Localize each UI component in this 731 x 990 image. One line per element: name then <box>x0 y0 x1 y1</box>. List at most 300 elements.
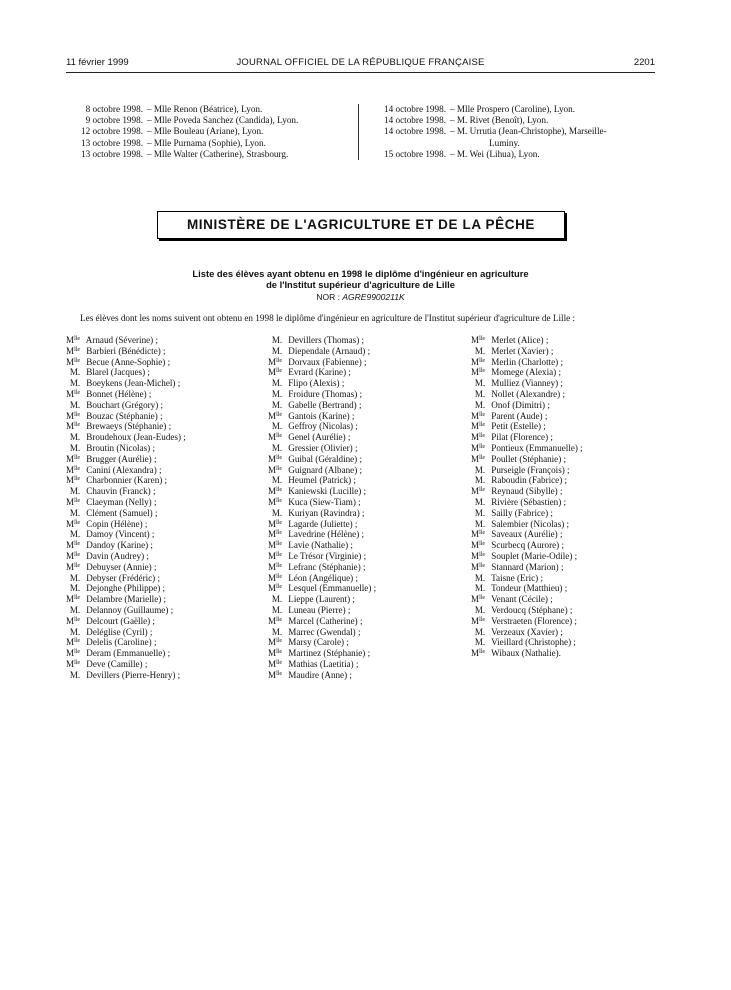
student-name: Lavedrine (Hélène) ; <box>288 529 365 540</box>
civility-title: M. <box>474 604 486 615</box>
civility-title: M. <box>474 518 486 529</box>
list-item <box>471 508 661 519</box>
civility-title: $M^{lle}$ <box>66 475 81 486</box>
student-name: Froidure (Thomas) ; <box>288 388 363 399</box>
list-item <box>471 540 661 551</box>
student-name: Rivière (Sébastien) ; <box>491 496 567 507</box>
list-item <box>268 605 458 616</box>
top-right-entries <box>366 104 658 160</box>
list-item <box>268 648 458 659</box>
student-name: Guibal (Géraldine) ; <box>288 453 363 464</box>
student-name: Mulliez (Vianney) ; <box>491 378 563 389</box>
list-item <box>471 465 661 476</box>
column-divider <box>358 104 359 160</box>
student-name: Gantois (Karine) ; <box>288 410 355 421</box>
civility-title: M. <box>271 594 283 605</box>
list-item <box>66 594 256 605</box>
student-name: Taisne (Eric) ; <box>491 572 543 583</box>
civility-title: $M^{lle}$ <box>268 561 283 572</box>
student-name: Lieppe (Laurent) ; <box>288 594 355 605</box>
list-item <box>268 497 458 508</box>
list-item <box>471 411 661 422</box>
student-name: Verdoucq (Stéphane) ; <box>491 604 573 615</box>
student-name: Lagarde (Juliette) ; <box>288 518 358 529</box>
student-name: Parent (Aude) ; <box>491 410 548 421</box>
entry-date: 13 octobre 1998. <box>80 137 143 148</box>
student-name: Deram (Emmanuelle) ; <box>86 648 171 659</box>
student-name: Venant (Cécile) ; <box>491 594 553 605</box>
civility-title: M. <box>69 486 81 497</box>
civility-title: M. <box>69 378 81 389</box>
list-item <box>471 346 661 357</box>
civility-title: $M^{lle}$ <box>66 540 81 551</box>
student-name: Kuriyan (Ravindra) ; <box>288 507 365 518</box>
student-name: Dorvaux (Fabienne) ; <box>288 356 367 367</box>
civility-title: $M^{lle}$ <box>268 410 283 421</box>
list-item <box>268 367 458 378</box>
list-item <box>66 421 256 432</box>
list-item <box>268 346 458 357</box>
civility-title: $M^{lle}$ <box>471 367 486 378</box>
civility-title: $M^{lle}$ <box>268 540 283 551</box>
student-name: Copin (Hélène) ; <box>86 518 148 529</box>
civility-title: $M^{lle}$ <box>471 615 486 626</box>
civility-title: $M^{lle}$ <box>471 486 486 497</box>
list-item <box>66 497 256 508</box>
list-item <box>268 389 458 400</box>
student-name: Deléglise (Cyril) ; <box>86 626 153 637</box>
intro-paragraph: Les élèves dont les noms suivent ont obtenu en 1998 le diplôme d'ingénieur en agriculture de l'Institut supérieur d'agriculture de Lille : <box>80 313 576 323</box>
student-name: Purseigle (François) ; <box>491 464 570 475</box>
entry-text: – Mlle Renon (Béatrice), Lyon. <box>147 104 263 114</box>
decree-title <box>66 268 655 290</box>
student-name: Bonnet (Hélène) ; <box>86 388 152 399</box>
ministry-heading: MINISTÈRE DE L'AGRICULTURE ET DE LA PÊCHE <box>157 211 565 239</box>
student-name: Geffroy (Nicolas) ; <box>288 421 358 432</box>
student-name: Davin (Audrey) ; <box>86 550 149 561</box>
civility-title: $M^{lle}$ <box>66 615 81 626</box>
list-item <box>471 443 661 454</box>
student-name: Becue (Anne-Sophie) ; <box>86 356 171 367</box>
list-item <box>66 562 256 573</box>
list-item <box>268 486 458 497</box>
list-item <box>66 400 256 411</box>
student-name: Damoy (Vincent) ; <box>86 529 155 540</box>
student-name: Merlet (Alice) ; <box>491 335 549 345</box>
student-name: Verstraeten (Florence) ; <box>491 615 577 626</box>
list-item <box>268 378 458 389</box>
list-item <box>268 529 458 540</box>
student-name: Blarel (Jacques) ; <box>86 367 150 378</box>
student-name: Lefranc (Stéphanie) ; <box>288 561 366 572</box>
list-item <box>268 454 458 465</box>
civility-title: M. <box>69 432 81 443</box>
header-date: 11 février 1999 <box>66 57 129 68</box>
civility-title: M. <box>474 583 486 594</box>
header-rule <box>66 72 655 73</box>
student-name: Guignard (Albane) ; <box>288 464 363 475</box>
student-name: Brugger (Aurélie) ; <box>86 453 157 464</box>
student-name: Vieillard (Christophe) ; <box>491 637 576 648</box>
civility-title: $M^{lle}$ <box>66 421 81 432</box>
student-name: Merlin (Charlotte) ; <box>491 356 564 367</box>
list-item <box>66 411 256 422</box>
student-name: Kuca (Siew-Tiam) ; <box>288 496 361 507</box>
entry-date: 15 octobre 1998. <box>383 148 446 159</box>
header-journal-title: JOURNAL OFFICIEL DE LA RÉPUBLIQUE FRANÇAISE <box>236 57 485 68</box>
student-name: Devillers (Pierre-Henry) ; <box>86 669 181 680</box>
student-name: Lesquel (Emmanuelle) ; <box>288 583 377 594</box>
list-item <box>366 126 658 137</box>
civility-title: $M^{lle}$ <box>471 356 486 367</box>
names-column-1 <box>66 335 256 681</box>
list-item <box>471 335 661 346</box>
civility-title: $M^{lle}$ <box>268 529 283 540</box>
student-name: Genel (Aurélie) ; <box>288 432 351 443</box>
list-item <box>268 475 458 486</box>
list-item <box>66 149 351 160</box>
student-name: Lavie (Nathalie) ; <box>288 540 353 551</box>
civility-title: M. <box>271 604 283 615</box>
entry-date: 8 octobre 1998. <box>85 104 143 114</box>
civility-title: $M^{lle}$ <box>66 464 81 475</box>
student-name: Poullet (Stéphanie) ; <box>491 453 567 464</box>
student-name: Petit (Estelle) ; <box>491 421 546 432</box>
list-item <box>66 573 256 584</box>
civility-title: M. <box>271 442 283 453</box>
list-item <box>471 648 661 659</box>
civility-title: $M^{lle}$ <box>471 540 486 551</box>
civility-title: $M^{lle}$ <box>268 518 283 529</box>
list-item <box>66 519 256 530</box>
student-name: Le Trésor (Virginie) ; <box>288 550 367 561</box>
civility-title: M. <box>271 626 283 637</box>
list-item <box>66 475 256 486</box>
student-name: Delelis (Caroline) ; <box>86 637 157 648</box>
civility-title: M. <box>69 626 81 637</box>
student-name: Chauvin (Franck) ; <box>86 486 156 497</box>
civility-title: M. <box>271 335 283 345</box>
civility-title: M. <box>474 475 486 486</box>
list-item <box>268 421 458 432</box>
student-name: Delannoy (Guillaume) ; <box>86 604 174 615</box>
student-name: Clément (Samuel) ; <box>86 507 158 518</box>
civility-title: $M^{lle}$ <box>471 335 486 345</box>
civility-title: M. <box>474 345 486 356</box>
list-item <box>471 605 661 616</box>
student-name: Bouzac (Stéphanie) ; <box>86 410 163 421</box>
civility-title: M. <box>474 637 486 648</box>
student-name: Flipo (Alexis) ; <box>288 378 345 389</box>
student-name: Delcourt (Gaëlle) ; <box>86 615 155 626</box>
student-name: Raboudin (Fabrice) ; <box>491 475 568 486</box>
civility-title: M. <box>271 399 283 410</box>
civility-title: $M^{lle}$ <box>471 550 486 561</box>
list-item <box>268 616 458 627</box>
civility-title: $M^{lle}$ <box>268 658 283 669</box>
list-item <box>66 346 256 357</box>
civility-title: M. <box>69 442 81 453</box>
list-item <box>471 454 661 465</box>
civility-title: $M^{lle}$ <box>471 421 486 432</box>
civility-title: $M^{lle}$ <box>66 637 81 648</box>
civility-title: $M^{lle}$ <box>471 432 486 443</box>
student-name: Merlet (Xavier) ; <box>491 345 554 356</box>
student-name: Wibaux (Nathalie). <box>491 648 561 659</box>
list-item <box>268 519 458 530</box>
student-name: Delambre (Marielle) ; <box>86 594 167 605</box>
list-item <box>471 562 661 573</box>
civility-title: M. <box>474 378 486 389</box>
student-name: Evrard (Karine) ; <box>288 367 351 378</box>
civility-title: $M^{lle}$ <box>66 561 81 572</box>
civility-title: $M^{lle}$ <box>471 410 486 421</box>
student-name: Gressier (Olivier) ; <box>288 442 358 453</box>
list-item <box>366 115 658 126</box>
student-name: Maudire (Anne) ; <box>288 669 352 680</box>
student-name: Debyser (Frédéric) ; <box>86 572 161 583</box>
list-item <box>268 562 458 573</box>
civility-title: $M^{lle}$ <box>268 464 283 475</box>
list-item <box>471 432 661 443</box>
student-name: Claeyman (Nelly) ; <box>86 496 157 507</box>
student-name: Luneau (Pierre) ; <box>288 604 351 615</box>
page-header <box>66 57 655 71</box>
nor-label: NOR : <box>316 292 341 302</box>
student-name: Martinez (Stéphanie) ; <box>288 648 371 659</box>
entry-text: – M. Urrutia (Jean-Christophe), Marseille- <box>450 126 607 137</box>
civility-title: $M^{lle}$ <box>268 486 283 497</box>
list-item <box>268 411 458 422</box>
student-name: Salembier (Nicolas) ; <box>491 518 570 529</box>
civility-title: $M^{lle}$ <box>268 356 283 367</box>
civility-title: M. <box>474 626 486 637</box>
list-item <box>471 378 661 389</box>
student-name: Brewaeys (Stéphanie) ; <box>86 421 172 432</box>
list-item <box>268 335 458 346</box>
list-item <box>471 357 661 368</box>
list-item <box>471 400 661 411</box>
civility-title: M. <box>69 507 81 518</box>
civility-title: $M^{lle}$ <box>66 345 81 356</box>
civility-title: $M^{lle}$ <box>471 561 486 572</box>
nor-code: AGRE9900211K <box>342 292 405 302</box>
list-item <box>471 583 661 594</box>
civility-title: M. <box>271 378 283 389</box>
entry-text: – Mlle Poveda Sanchez (Candida), Lyon. <box>147 115 299 126</box>
list-item <box>268 508 458 519</box>
list-item <box>471 616 661 627</box>
student-name: Kaniewski (Lucille) ; <box>288 486 367 497</box>
list-item <box>66 583 256 594</box>
civility-title: M. <box>271 507 283 518</box>
list-item <box>66 551 256 562</box>
names-column-2 <box>268 335 458 681</box>
civility-title: M. <box>271 345 283 356</box>
student-name: Diependale (Arnaud) ; <box>288 345 371 356</box>
entry-text: – Mlle Walter (Catherine), Strasbourg. <box>147 148 289 159</box>
names-column-3 <box>471 335 661 659</box>
nor-reference <box>66 292 655 302</box>
civility-title: M. <box>271 388 283 399</box>
entry-text: – Mlle Purnama (Sophie), Lyon. <box>147 137 266 148</box>
list-item <box>471 519 661 530</box>
list-item <box>268 400 458 411</box>
student-name: Stannard (Marion) ; <box>491 561 564 572</box>
student-name: Saveaux (Aurélie) ; <box>491 529 563 540</box>
civility-title: M. <box>474 464 486 475</box>
list-item <box>66 104 351 115</box>
civility-title: M. <box>69 669 81 680</box>
list-item <box>471 594 661 605</box>
entry-date: 14 octobre 1998. <box>383 126 446 137</box>
decree-title-line: de l'Institut supérieur d'agriculture de Lille <box>266 279 455 290</box>
civility-title: $M^{lle}$ <box>268 572 283 583</box>
list-item <box>66 357 256 368</box>
student-name: Gabelle (Bertrand) ; <box>288 399 362 410</box>
entry-continuation: Luminy. <box>489 137 520 148</box>
entry-date: 12 octobre 1998. <box>80 126 143 137</box>
header-page-number: 2201 <box>633 57 655 68</box>
list-item <box>66 465 256 476</box>
civility-title: M. <box>69 604 81 615</box>
student-name: Dejonghe (Philippe) ; <box>86 583 166 594</box>
list-item <box>268 432 458 443</box>
student-name: Dandoy (Karine) ; <box>86 540 153 551</box>
list-item <box>471 573 661 584</box>
list-item <box>471 529 661 540</box>
list-item <box>471 421 661 432</box>
list-item <box>471 497 661 508</box>
civility-title: $M^{lle}$ <box>268 615 283 626</box>
list-item <box>268 670 458 681</box>
list-item <box>268 551 458 562</box>
list-item <box>66 432 256 443</box>
student-name: Barbieri (Bénédicte) ; <box>86 345 166 356</box>
civility-title: $M^{lle}$ <box>66 453 81 464</box>
student-name: Reynaud (Sibylle) ; <box>491 486 563 497</box>
list-item <box>268 627 458 638</box>
list-item <box>66 378 256 389</box>
list-item <box>268 637 458 648</box>
civility-title: $M^{lle}$ <box>66 356 81 367</box>
civility-title: M. <box>474 572 486 583</box>
civility-title: $M^{lle}$ <box>66 335 81 345</box>
student-name: Marcel (Catherine) ; <box>288 615 363 626</box>
civility-title: M. <box>271 421 283 432</box>
list-item <box>66 670 256 681</box>
student-name: Boeykens (Jean-Michel) ; <box>86 378 181 389</box>
decree-title-line: Liste des élèves ayant obtenu en 1998 le diplôme d'ingénieur en agriculture <box>192 268 529 279</box>
list-item <box>66 115 351 126</box>
list-item <box>471 637 661 648</box>
student-name: Pontieux (Emmanuelle) ; <box>491 442 583 453</box>
civility-title: $M^{lle}$ <box>471 442 486 453</box>
civility-title: $M^{lle}$ <box>66 496 81 507</box>
list-item <box>66 389 256 400</box>
civility-title: M. <box>474 388 486 399</box>
list-item <box>66 335 256 346</box>
list-item <box>66 616 256 627</box>
entry-text: – Mlle Prospero (Caroline), Lyon. <box>450 104 576 114</box>
student-name: Mathias (Laetitia) ; <box>288 658 359 669</box>
list-item <box>66 648 256 659</box>
civility-title: $M^{lle}$ <box>471 648 486 659</box>
civility-title: M. <box>474 399 486 410</box>
list-item <box>268 573 458 584</box>
entry-text: – Mlle Bouleau (Ariane), Lyon. <box>147 126 264 137</box>
civility-title: $M^{lle}$ <box>268 648 283 659</box>
list-item <box>471 627 661 638</box>
civility-title: $M^{lle}$ <box>66 658 81 669</box>
list-item <box>66 443 256 454</box>
student-name: Pilat (Florence) ; <box>491 432 553 443</box>
list-item <box>66 486 256 497</box>
student-name: Bouchart (Grégory) ; <box>86 399 164 410</box>
list-item <box>66 540 256 551</box>
civility-title: $M^{lle}$ <box>268 583 283 594</box>
civility-title: $M^{lle}$ <box>471 453 486 464</box>
student-name: Verzeaux (Xavier) ; <box>491 626 563 637</box>
list-item <box>366 149 658 160</box>
civility-title: M. <box>69 399 81 410</box>
student-name: Heumel (Patrick) ; <box>288 475 356 486</box>
list-item <box>66 605 256 616</box>
list-item <box>66 508 256 519</box>
civility-title: $M^{lle}$ <box>66 550 81 561</box>
student-name: Canini (Alexandra) ; <box>86 464 162 475</box>
list-item <box>471 389 661 400</box>
civility-title: $M^{lle}$ <box>66 410 81 421</box>
list-item <box>268 540 458 551</box>
list-item <box>66 659 256 670</box>
list-item <box>268 583 458 594</box>
list-item <box>471 367 661 378</box>
civility-title: $M^{lle}$ <box>471 594 486 605</box>
list-item <box>366 104 658 115</box>
civility-title: $M^{lle}$ <box>66 388 81 399</box>
student-name: Charbonnier (Karen) ; <box>86 475 168 486</box>
civility-title: M. <box>474 496 486 507</box>
civility-title: $M^{lle}$ <box>268 432 283 443</box>
student-name: Souplet (Marie-Odile) ; <box>491 550 578 561</box>
list-item <box>268 659 458 670</box>
student-name: Devillers (Thomas) ; <box>288 335 365 345</box>
student-name: Broudehoux (Jean-Eudes) ; <box>86 432 186 443</box>
student-name: Nollet (Alexandre) ; <box>491 388 566 399</box>
entry-date: 9 octobre 1998. <box>85 115 143 126</box>
civility-title: $M^{lle}$ <box>268 453 283 464</box>
list-item <box>66 637 256 648</box>
student-name: Deve (Camille) ; <box>86 658 148 669</box>
civility-title: M. <box>271 475 283 486</box>
top-left-entries <box>66 104 351 160</box>
student-name: Marrec (Gwendal) ; <box>288 626 361 637</box>
list-item <box>268 594 458 605</box>
list-item <box>66 627 256 638</box>
civility-title: M. <box>69 367 81 378</box>
student-name: Scurbecq (Aurore) ; <box>491 540 565 551</box>
civility-title: $M^{lle}$ <box>471 529 486 540</box>
civility-title: $M^{lle}$ <box>66 594 81 605</box>
list-item <box>471 551 661 562</box>
list-item <box>66 138 351 149</box>
civility-title: $M^{lle}$ <box>268 637 283 648</box>
civility-title: M. <box>474 507 486 518</box>
list-item <box>66 529 256 540</box>
list-item <box>268 357 458 368</box>
student-name: Marsy (Carole) ; <box>288 637 349 648</box>
